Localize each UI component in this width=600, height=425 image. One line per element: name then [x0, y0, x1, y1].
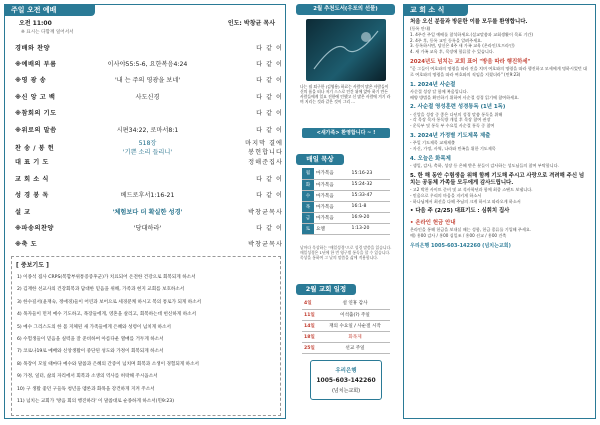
worship-order-row — [15, 237, 283, 251]
prayer-item: 11) 넘치는 교회가 '방음 회의 행진하라' 이 말씀대로 순종하게 하소서(민9:23) — [17, 399, 175, 405]
news-title: 처음 오신 분들과 방문한 이를 모두를 환영합니다. — [410, 19, 528, 25]
account-line: 우리은행 1005-603-142260 (넘치는교회) — [410, 243, 511, 250]
reading-cell: 15:16-23 — [350, 168, 390, 179]
news-title: • 다음 주 (2/25) 대표기도 : 심휘치 집사 — [410, 208, 510, 215]
prayer-item: 5) 예수 그리스도의 한 몸 지체된 새 가족들에게 은혜와 성령이 넘치게 하소서 — [17, 324, 171, 330]
reading-row — [302, 168, 390, 179]
reading-cell: 16:9-20 — [350, 212, 390, 223]
news-body: 사순절 성장 달 함께 복음입니다. 배양 방법을 확인하기 위하여 사순절 성경 읽기에 참여하세요. — [410, 88, 520, 100]
order-item-person: 다 같 이 — [256, 93, 283, 101]
new-family-banner: <새가족> 환영합니다 ~ ! — [302, 128, 390, 138]
news-item — [410, 82, 589, 101]
order-item-detail: 518장 '기쁜 소리 들리니' — [122, 140, 173, 157]
prayer-item: 10) 구 생활 좋던 구들독 청년을 멤론과 화목을 강건하게 지켜 주소서 — [17, 386, 155, 392]
prayer-item: 9) 가정, 일터, 삶의 자리에서 회복과 소생의 역사를 허락해 주시옵소서 — [17, 374, 158, 380]
news-title: 3. 2024년 가정별 기도제목 제출 — [410, 132, 491, 139]
reading-row — [302, 212, 390, 223]
bank-box — [310, 360, 382, 400]
reading-row — [302, 179, 390, 190]
order-item-person: 다 같 이 — [256, 60, 283, 68]
news-body: (등록 안내) 1. 4주간 주일 예배를 참석하세요.(설교말씀과 교회생활이 목표 기간) 2. 4주 후, 등록 교인 등록을 알려주세요. 3. 등록하시면, 당신은 4주 새 가족 교육 (온라인/오프라인) 4. 새 가족 교육 후, 목장에 합류할 수 있습니다. — [410, 26, 533, 55]
reading-cell: 마가복음 — [314, 201, 350, 212]
reading-header: 매일 묵상 — [296, 154, 344, 165]
reading-cell: 월 — [302, 168, 314, 179]
reading-table — [302, 168, 390, 235]
news-header: 교 회 소 식 — [404, 5, 468, 16]
order-item-person: 다 같 이 — [256, 44, 283, 52]
order-item-name: ※영 광 송 — [15, 77, 47, 85]
order-item-person: 마지막 결에 봉헌합니다 — [245, 140, 283, 157]
reading-cell: 금 — [302, 212, 314, 223]
news-body: - 주일 기도제목 교재제출 - 자신, 가정, 사역, 나라와 민족을 위한 기도제목 — [410, 140, 496, 151]
worship-order-panel — [4, 4, 286, 419]
order-item-person: 다 같 이 — [256, 224, 283, 232]
news-body: - 생일, 감사, 축하, 성장 등 은혜 받은 분들이 감사하는 성도님들의 참여 부탁합니다. — [410, 162, 559, 168]
schedule-row — [302, 320, 390, 331]
schedule-cell: 11일 — [302, 309, 320, 320]
prayer-box — [11, 256, 281, 416]
news-title: 2. 사순절 영성훈련 성경통독 (1년 1독) — [410, 104, 506, 111]
order-item-name: 교 회 소 식 — [15, 175, 49, 183]
news-item — [410, 104, 589, 128]
news-title: • 온라인 헌금 안내 — [410, 219, 456, 226]
reading-row — [302, 201, 390, 212]
prayer-item: 2) 김재한 선교사의 건강회복과 담대한 믿음을 위해, 가족과 현지 교회를 보호하소서 — [17, 287, 185, 293]
worship-order-row — [15, 73, 283, 87]
order-item-name: ※신 앙 고 백 — [15, 93, 56, 101]
order-item-name: ※축 도 — [15, 241, 38, 249]
worship-order-row — [15, 204, 283, 218]
reading-cell: 화 — [302, 179, 314, 190]
order-item-name: 찬 송 / 봉 헌 — [15, 144, 55, 152]
middle-column — [296, 4, 395, 419]
book-cover-image — [306, 19, 386, 81]
bank-number: 1005-603-142260 — [316, 377, 376, 384]
order-item-name: 설 교 — [15, 208, 31, 216]
schedule-cell: 4일 — [302, 298, 320, 309]
order-item-detail: '내 는 주의 영광을 보네' — [114, 77, 181, 85]
reading-cell: 마가복음 — [314, 190, 350, 201]
order-item-name: ※예배의 부름 — [15, 60, 57, 68]
schedule-cell: 18일 — [302, 331, 320, 342]
order-item-name: ※위로의 말씀 — [15, 126, 57, 134]
schedule-cell: 25일 — [302, 342, 320, 353]
reading-row — [302, 190, 390, 201]
prayer-item: 6) 수험생들이 믿음을 실력을 잘 준비하여 아름다운 열매를 거두게 하소서 — [17, 337, 164, 343]
schedule-cell: 14일 — [302, 320, 320, 331]
reading-cell: 15:33-47 — [350, 190, 390, 201]
news-body: 온라인을 통해 헌금을 보내실 때는 성함, 헌금 종류를 기입해 주세요. 예) 홍00 감사 / 홍00 십일조 / 홍00 선교 / 홍00 건축 — [410, 226, 532, 238]
worship-order-row — [15, 56, 283, 70]
news-body: "곧 그들이 여호와의 명령을 따라 진을 치며 여호와의 명령을 따라 행진하고 모세에게 명하시었던 대로 여호와의 명령을 따라 여호와의 직임을 지켰더라" (민9:23) — [410, 66, 587, 77]
order-item-name: 대 표 기 도 — [15, 159, 49, 167]
news-title: 4. 오늘은 화목제 — [410, 155, 451, 162]
news-item — [410, 208, 589, 215]
order-item-detail: '당대하라' — [133, 224, 162, 232]
reading-cell: 마가복음 — [314, 168, 350, 179]
reading-cell: 수 — [302, 190, 314, 201]
worship-order-row — [15, 40, 283, 54]
order-item-person: 다 같 이 — [256, 126, 283, 134]
book-text: 나는 필 퇴구한 (김영용) 하료는 사람이 많은 사람들이 신의 품을 떠나 저기 스스로 인간 위에 앉아 하기 만든 사람들에게 일요 진한에 인했고 신 많은 사람에 겨기 라며 지리는 것과 같은 것이 그리 ... — [300, 84, 391, 105]
schedule-table — [302, 298, 390, 354]
schedule-row — [302, 331, 390, 342]
church-news-panel — [403, 4, 596, 419]
order-item-person: 박창균목사 — [248, 241, 283, 249]
bank-title: 우리은행 — [335, 368, 357, 374]
news-title: 2024년도 넘치는 교회 표어 "방음 따라 행진하세" — [410, 58, 531, 65]
schedule-cell: 재의 수요일 / 사순절 시작 — [320, 320, 390, 331]
worship-order-row — [15, 122, 283, 136]
reading-note: 날마다 묵상하는 "매일성경"으로 성경 말씀을 읽습니다. 매일성경은 1년에 한 번 영구별 통독을 할 수 있습니다. 묵상을 통하여 그 날의 말씀을 삶에 적용합니다. — [300, 245, 392, 261]
standing-caption: ※ 표시는 다함께 일어서서 — [21, 30, 74, 35]
reading-cell: 마가복음 — [314, 212, 350, 223]
order-item-person: 다 같 이 — [256, 192, 283, 200]
book-cover-art — [306, 19, 386, 81]
prayer-list — [12, 272, 280, 408]
order-item-detail: 베드로후서1:16-21 — [120, 192, 175, 200]
order-item-person: 다 같 이 — [256, 110, 283, 118]
worship-order-row — [15, 89, 283, 103]
news-item — [410, 220, 589, 239]
reading-cell: 마가복음 — [314, 179, 350, 190]
schedule-row — [302, 342, 390, 353]
order-item-name: 경배와 찬양 — [15, 44, 51, 52]
schedule-row — [302, 298, 390, 309]
reading-cell: 16:1-8 — [350, 201, 390, 212]
order-item-detail: 시편34:22, 로마서8:1 — [116, 126, 179, 134]
worship-time: 오전 11:00 — [19, 20, 52, 27]
reading-cell: 목 — [302, 201, 314, 212]
reading-cell: 요엘 — [314, 223, 350, 234]
worship-order-row — [15, 220, 283, 234]
news-body: - 고2 박찬 사이트 준비 및 교 석사학년과 함께 최종 스탠드 보냅니다. - 믿음으로 우리의 마음을 지키게 하소서 - 하나님께서 최선을 다해 주님의 크게 하시고 따라오게 하소서 — [410, 187, 533, 204]
worship-header: 주일 오전 예배 — [5, 5, 95, 16]
order-item-name: ※파송의찬양 — [15, 224, 54, 232]
news-title: 1. 2024년 사순절 — [410, 81, 456, 88]
order-item-person: 정해준집사 — [248, 159, 283, 167]
worship-order-row — [15, 188, 283, 202]
news-title: 5. 한 해 동안 수험생을 위해 함께 기도해 주시고 사랑으로 격려해 주신 넘치는 공동체 가족들 모두에게 감사드립니다. — [410, 172, 585, 186]
order-item-person: 다 같 이 — [256, 175, 283, 183]
worship-order-row — [15, 155, 283, 169]
prayer-header: [ 중보기도 ] — [16, 262, 49, 269]
prayer-item: 7) 코로나19로 예배와 신앙생활이 중단된 성도와 가정이 회복되게 하소서 — [17, 349, 164, 355]
worship-order-row — [15, 171, 283, 185]
order-item-person: 다 같 이 — [256, 77, 283, 85]
news-item — [410, 133, 589, 152]
order-item-detail: '체험보다 더 확실한 성경' — [112, 208, 183, 216]
news-item — [410, 19, 589, 55]
reading-cell: 1:13-20 — [350, 223, 390, 234]
order-item-name: ※참회의 기도 — [15, 110, 57, 118]
prayer-item: 3) 한수길서(윤재숙, 정애경)들이 어린과 보어으로 세경분케 하시고 복의 통로가 되게 하소서 — [17, 299, 202, 305]
reading-cell: 토 — [302, 223, 314, 234]
news-item — [410, 59, 589, 78]
worship-leader: 인도: 박창균 목사 — [227, 20, 275, 27]
reading-row — [302, 223, 390, 234]
schedule-cell: 화목제 — [320, 331, 390, 342]
schedule-row — [302, 309, 390, 320]
news-list — [404, 16, 595, 252]
worship-order-row — [15, 138, 283, 156]
order-item-person: 박창균목사 — [248, 208, 283, 216]
bank-owner: (넘치는교회) — [331, 388, 361, 394]
order-item-name: 성 경 봉 독 — [15, 192, 49, 200]
schedule-cell: 이석출(?) 주일 — [320, 309, 390, 320]
news-item — [410, 173, 589, 205]
order-item-detail: 사도신경 — [135, 93, 160, 101]
schedule-cell: 설 연휴 감사 — [320, 298, 390, 309]
book-header: 2월 추천도서(우포의 선물) — [296, 4, 395, 15]
reading-cell: 15:24-32 — [350, 179, 390, 190]
news-item — [410, 156, 589, 169]
schedule-header: 2월 교회 일정 — [296, 284, 356, 295]
news-body: - 신앙을 성장 중 좋은 다년의 성경 말씀 통독을 위해 - 각 목장 목자 통독방 개설 후 목장 참여 권장 - 운독부 및 통독 부 수요일 사순절 통독 중 참여 — [410, 111, 503, 129]
order-item-detail: 이사야55:5-6, 요한복음4:24 — [107, 60, 188, 68]
prayer-item: 8) 목장이 모일 때마다 예수와 말씀과 은혜의 간증이 넘치며 회복과 소생이 경험되게 하소서 — [17, 361, 199, 367]
prayer-item: 4) 목자들이 먼저 예수 기도하고, 목장들에게, 영혼을 살리고, 회복하는데 헌신하게 하소서 — [17, 312, 197, 318]
schedule-cell: 선교 주일 — [320, 342, 390, 353]
prayer-item: 1) 이종석 집사 CRPS(복합부위통증증후군)가 치료되어 온전한 건강으로 회복되게 하소서 — [17, 275, 196, 280]
worship-order-row — [15, 106, 283, 120]
